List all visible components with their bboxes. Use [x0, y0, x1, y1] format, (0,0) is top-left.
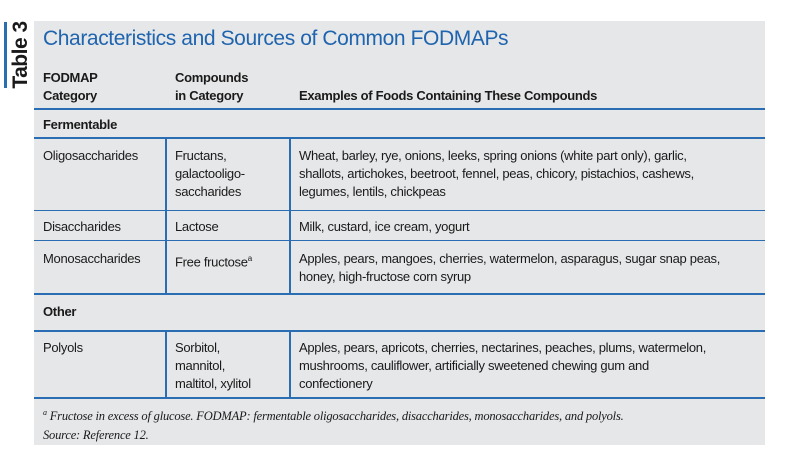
divider [34, 137, 765, 139]
source-text: Source: Reference 12. [43, 428, 149, 443]
table-number-text: Table 3 [9, 21, 32, 89]
row-compounds [175, 339, 251, 393]
row-foods: Milk, custard, ice cream, yogurt [299, 219, 470, 234]
column-divider [289, 138, 291, 293]
header-text: Compounds [175, 70, 249, 85]
section-other: Other [43, 304, 77, 319]
row-compounds: Lactose [175, 219, 219, 234]
row-compounds [175, 147, 245, 201]
section-fermentable: Fermentable [43, 117, 118, 132]
fodmap-table [34, 21, 765, 445]
divider [34, 108, 765, 110]
divider [34, 397, 765, 399]
compound-line: Sorbitol, [175, 340, 220, 355]
row-category: Polyols [43, 340, 83, 355]
food-line: honey, high-fructose corn syrup [299, 269, 471, 284]
compound-line: Fructans, [175, 148, 227, 163]
header-foods: Examples of Foods Containing These Compounds [299, 88, 598, 103]
food-line: mushrooms, cauliflower, artificially sweetened chewing gum and [299, 358, 649, 373]
table-number-label [4, 22, 35, 88]
compound-text: Free fructose [175, 254, 248, 270]
row-compounds [175, 250, 252, 271]
row-foods [299, 147, 694, 201]
compound-line: mannitol, [175, 358, 226, 373]
footnote-marker: a [43, 408, 47, 417]
food-line: Wheat, barley, rye, onions, leeks, spring onions (white part only), garlic, [299, 148, 687, 163]
column-divider [165, 138, 167, 293]
row-category: Oligosaccharides [43, 148, 138, 163]
food-line: shallots, artichokes, beetroot, fennel, peas, chicory, pistachios, cashews, [299, 166, 694, 181]
footnote-marker: a [247, 254, 252, 263]
footnote-text: Fructose in excess of glucose. FODMAP: fermentable oligosaccharides, disaccharides, monosaccharides, and polyols. [46, 409, 624, 424]
footnote [43, 403, 624, 445]
food-line: Apples, pears, mangoes, cherries, watermelon, asparagus, sugar snap peas, [299, 251, 721, 266]
compound-line: saccharides [175, 184, 242, 199]
column-divider [165, 331, 167, 397]
row-category: Monosaccharides [43, 251, 141, 266]
header-compounds [175, 69, 248, 105]
divider [34, 293, 765, 295]
divider [34, 210, 765, 211]
food-line: legumes, lentils, chickpeas [299, 184, 446, 199]
food-line: confectionery [299, 376, 373, 391]
row-foods [299, 250, 720, 286]
divider [34, 330, 765, 332]
header-text: FODMAP [43, 70, 98, 85]
header-category [43, 69, 98, 105]
row-category: Disaccharides [43, 219, 121, 234]
table-title: Characteristics and Sources of Common FODMAPs [43, 27, 509, 50]
compound-line: maltitol, xylitol [175, 376, 251, 391]
column-divider [289, 331, 291, 397]
header-text: in Category [175, 88, 244, 103]
food-line: Apples, pears, apricots, cherries, nectarines, peaches, plums, watermelon, [299, 340, 707, 355]
divider [34, 240, 765, 241]
compound-line: galactooligo- [175, 166, 245, 181]
row-foods [299, 339, 706, 393]
header-text: Category [43, 88, 97, 103]
